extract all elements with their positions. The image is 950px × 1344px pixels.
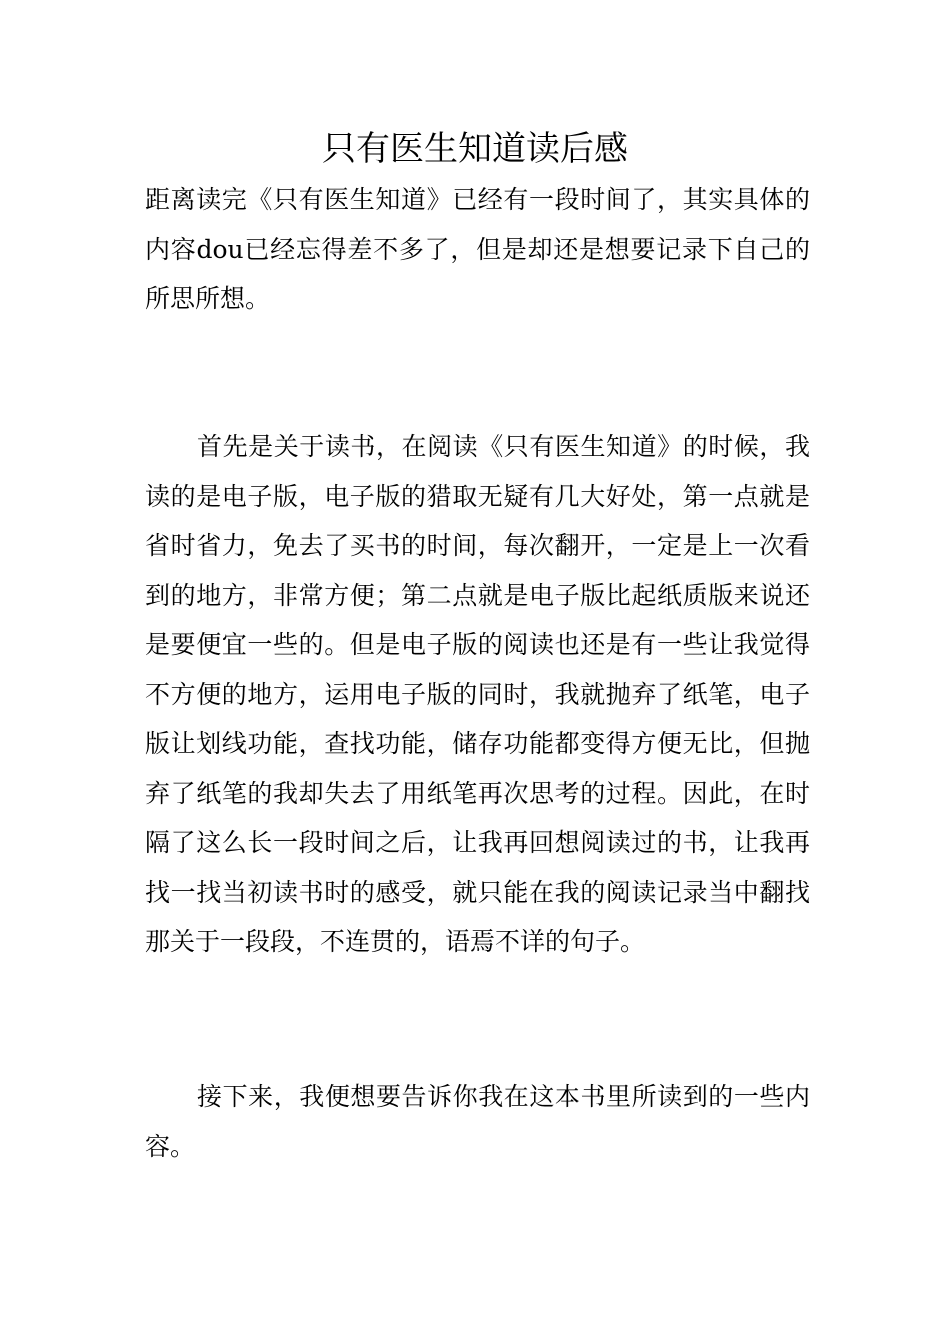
paragraph-intro: 距离读完《只有医生知道》已经有一段时间了，其实具体的内容dou已经忘得差不多了，但是却还是想要记录下自己的所思所想。 (145, 185, 810, 313)
document-title: 只有医生知道读后感 (322, 129, 628, 169)
paragraph-next: 接下来，我便想要告诉你我在这本书里所读到的一些内容。 (145, 1082, 810, 1161)
paragraph-reading: 首先是关于读书，在阅读《只有医生知道》的时候，我读的是电子版，电子版的猎取无疑有几大好处，第一点就是省时省力，免去了买书的时间，每次翻开，一定是上一次看到的地方，非常方便；第二点就是电子版比起纸质版来说还是要便宜一些的。但是电子版的阅读也还是有一些让我觉得不方便的地方，运用电子版的同时，我就抛弃了纸笔，电子版让划线功能，查找功能，储存功能都变得方便无比，但抛弃了纸笔的我却失去了用纸笔再次思考的过程。因此，在时隔了这么长一段时间之后，让我再回想阅读过的书，让我再找一找当初读书时的感受，就只能在我的阅读记录当中翻找那关于一段段，不连贯的，语焉不详的句子。 (145, 432, 810, 956)
